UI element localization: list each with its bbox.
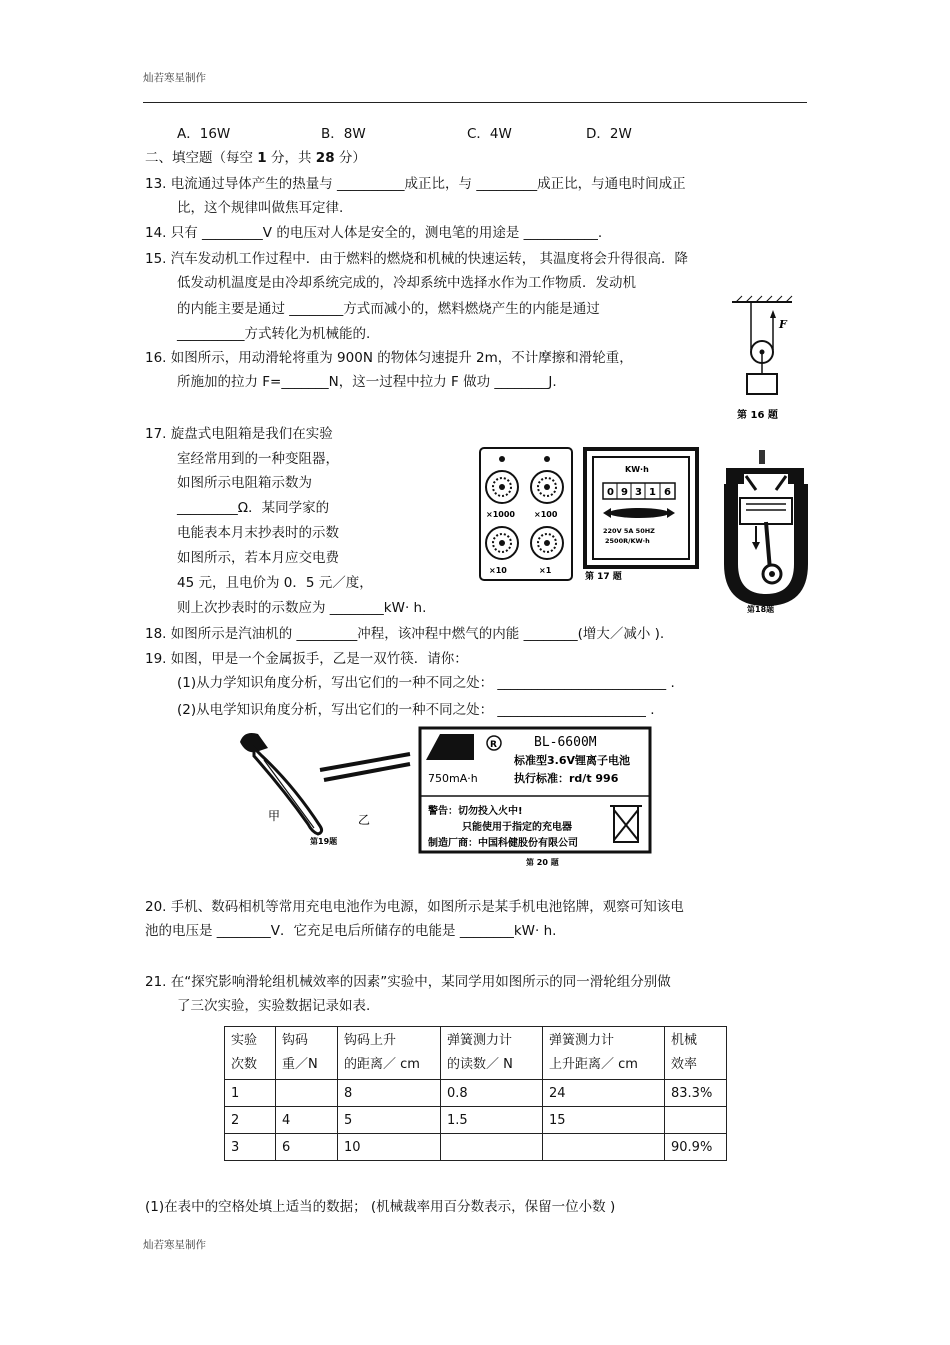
pulley-axle [760, 350, 765, 355]
connecting-rod [766, 522, 770, 570]
svg-text:3: 3 [635, 487, 642, 498]
q17-line7: 45 元，且电价为 0．5 元／度， [177, 575, 373, 591]
cylinder-wall-left [724, 484, 738, 564]
q17-line2: 室经常用到的一种变阻器， [177, 451, 339, 467]
svg-text:6: 6 [664, 487, 671, 498]
q14-line1: 14. 只有 _________V 的电压对人体是安全的，测电笔的用途是 ___________. [145, 225, 603, 241]
footer-watermark: 灿若寒星制作 [143, 1239, 206, 1251]
table-cell: 15 [543, 1107, 665, 1134]
table-cell: 90.9% [665, 1134, 727, 1161]
q17-line6: 如图所示，若本月应交电费 [177, 550, 339, 566]
q16-line1: 16. 如图所示，用动滑轮将重为 900N 的物体匀速提升 2m，不计摩擦和滑轮重， [145, 350, 633, 366]
header-cell: 钩码上升 的距离／ cm [338, 1027, 441, 1080]
battery-label-figure [418, 726, 654, 868]
q16-line2: 所施加的拉力 F=_______N，这一过程中拉力 F 做功 ________J. [177, 374, 557, 390]
force-arrow [770, 310, 776, 318]
battery-warning-2: 只能使用于指定的充电器 [462, 822, 572, 833]
table-cell: 3 [225, 1134, 276, 1161]
q19-caption: 第19题 [310, 837, 338, 846]
option-b: B．8W [321, 126, 366, 142]
table-header-row [225, 1027, 727, 1080]
header-cell: 实验 次数 [225, 1027, 276, 1080]
battery-type: 标准型3.6V锂离子电池 [514, 754, 630, 767]
meter-spec2: 2500R/KW·h [605, 537, 650, 545]
table-row [225, 1080, 727, 1107]
wrench-chopsticks-figure [234, 726, 414, 850]
q20-caption: 第 20 题 [526, 858, 559, 867]
table-cell: 10 [338, 1134, 441, 1161]
q20-line2: 池的电压是 ________V．它充足电后所储存的电能是 ________kW· h. [145, 923, 557, 939]
table-cell: 6 [276, 1134, 338, 1161]
table-cell: 5 [338, 1107, 441, 1134]
table-cell: 1 [225, 1080, 276, 1107]
option-a: A．16W [177, 126, 231, 142]
header-cell: 弹簧测力计 上升距离／ cm [543, 1027, 665, 1080]
cylinder-wall-right [794, 484, 808, 564]
table-cell [665, 1107, 727, 1134]
valve-left [746, 476, 756, 490]
chopsticks-icon [320, 754, 410, 780]
q19-line3: (2)从电学知识角度分析，写出它们的一种不同之处： ______________________ . [177, 702, 655, 718]
q20-line1: 20. 手机、数码相机等常用充电电池作为电源，如图所示是某手机电池铭牌，观察可知该电 [145, 899, 684, 915]
q15-line2: 低发动机温度是由冷却系统完成的，冷却系统中选择水作为工作物质．发动机 [177, 275, 636, 291]
svg-text:1: 1 [649, 487, 656, 498]
svg-text:×10: ×10 [489, 566, 507, 575]
q17-line5: 电能表本月末抄表时的示数 [177, 525, 339, 541]
q17-line3: 如图所示电阻箱示数为 [177, 475, 312, 491]
q13-line2: 比，这个规律叫做焦耳定律. [177, 200, 344, 216]
table-cell: 83.3% [665, 1080, 727, 1107]
weight-block [747, 374, 777, 394]
table-cell: 1.5 [441, 1107, 543, 1134]
svg-text:×1: ×1 [539, 566, 552, 575]
registered-letter: R [490, 740, 497, 750]
option-d: D．2W [586, 126, 632, 142]
table-cell [543, 1134, 665, 1161]
label-jia: 甲 [268, 809, 281, 823]
battery-maker: 制造厂商：中国科健股份有限公司 [428, 838, 578, 849]
header-cell: 机械 效率 [665, 1027, 727, 1080]
table-cell: 8 [338, 1080, 441, 1107]
header-rule [143, 102, 807, 103]
table-cell: 24 [543, 1080, 665, 1107]
experiment-table [224, 1026, 727, 1161]
svg-text:0: 0 [607, 487, 614, 498]
svg-text:×100: ×100 [534, 510, 558, 519]
q19-line2: (1)从力学知识角度分析，写出它们的一种不同之处： _________________________ . [177, 675, 675, 691]
resistance-box-figure [479, 447, 574, 582]
terminal-right [544, 456, 550, 462]
battery-standard: 执行标准：rd/t 996 [514, 772, 619, 785]
q21-sub1: (1)在表中的空格处填上适当的数据； (机械裁率用百分数表示，保留一位小数 ) [145, 1199, 616, 1215]
q21-line2: 了三次实验，实验数据记录如表. [177, 998, 371, 1014]
table-row [225, 1134, 727, 1161]
table-cell: 4 [276, 1107, 338, 1134]
battery-capacity: 750mA·h [428, 772, 478, 785]
engine-figure [716, 446, 816, 616]
q15-line1: 15. 汽车发动机工作过程中．由于燃料的燃烧和机械的快速运转， 其温度将会升得很高．降 [145, 251, 689, 267]
svg-text:9: 9 [621, 487, 628, 498]
q18-line1: 18. 如图所示是汽油机的 _________冲程，该冲程中燃气的内能 ________(增大／减小 ). [145, 626, 665, 642]
q13-line1: 13. 电流通过导体产生的热量与 __________成正比，与 _________成正比，与通电时间成正 [145, 176, 686, 192]
meter-spec1: 220V 5A 50HZ [603, 527, 655, 535]
piston [740, 498, 792, 524]
table-cell: 2 [225, 1107, 276, 1134]
q15-line4: __________方式转化为机械能的. [177, 326, 371, 342]
section-title: 二、填空题（每空 1 分，共 28 分） [145, 150, 366, 166]
label-yi: 乙 [358, 813, 371, 827]
option-c: C．4W [467, 126, 512, 142]
header-cell: 钩码 重／N [276, 1027, 338, 1080]
table-cell [276, 1080, 338, 1107]
q21-line1: 21. 在“探究影响滑轮组机械效率的因素”实验中，某同学用如图所示的同一滑轮组分别做 [145, 974, 671, 990]
svg-text:×1000: ×1000 [486, 510, 515, 519]
table-cell [441, 1134, 543, 1161]
table-row [225, 1107, 727, 1134]
q19-line1: 19. 如图，甲是一个金属扳手，乙是一双竹筷．请你： [145, 651, 468, 667]
q17-line8: 则上次抄表时的示数应为 ________kW· h. [177, 600, 427, 616]
meter-unit: KW·h [625, 465, 649, 474]
q15-line3: 的内能主要是通过 ________方式而减小的，燃料燃烧产生的内能是通过 [177, 301, 600, 317]
energy-meter-figure [583, 447, 703, 585]
force-label: F [779, 318, 787, 331]
battery-warning-1: 警告：切勿投入火中! [428, 806, 523, 817]
header-watermark: 灿若寒星制作 [143, 72, 206, 84]
q17-line1: 17. 旋盘式电阻箱是我们在实验 [145, 426, 333, 442]
q16-caption: 第 16 题 [737, 410, 778, 421]
spark-plug [759, 450, 765, 464]
table-cell: 0.8 [441, 1080, 543, 1107]
q17-line4: _________Ω．某同学家的 [177, 500, 330, 516]
pulley-figure [728, 294, 798, 424]
header-cell: 弹簧测力计 的读数／ N [441, 1027, 543, 1080]
terminal-left [499, 456, 505, 462]
q18-caption: 第18题 [747, 605, 775, 614]
valve-right [776, 476, 786, 490]
cylinder-head [726, 468, 804, 484]
battery-model: BL-6600M [534, 735, 597, 750]
wrench-icon [240, 733, 322, 834]
q17-caption: 第 17 题 [585, 572, 622, 582]
